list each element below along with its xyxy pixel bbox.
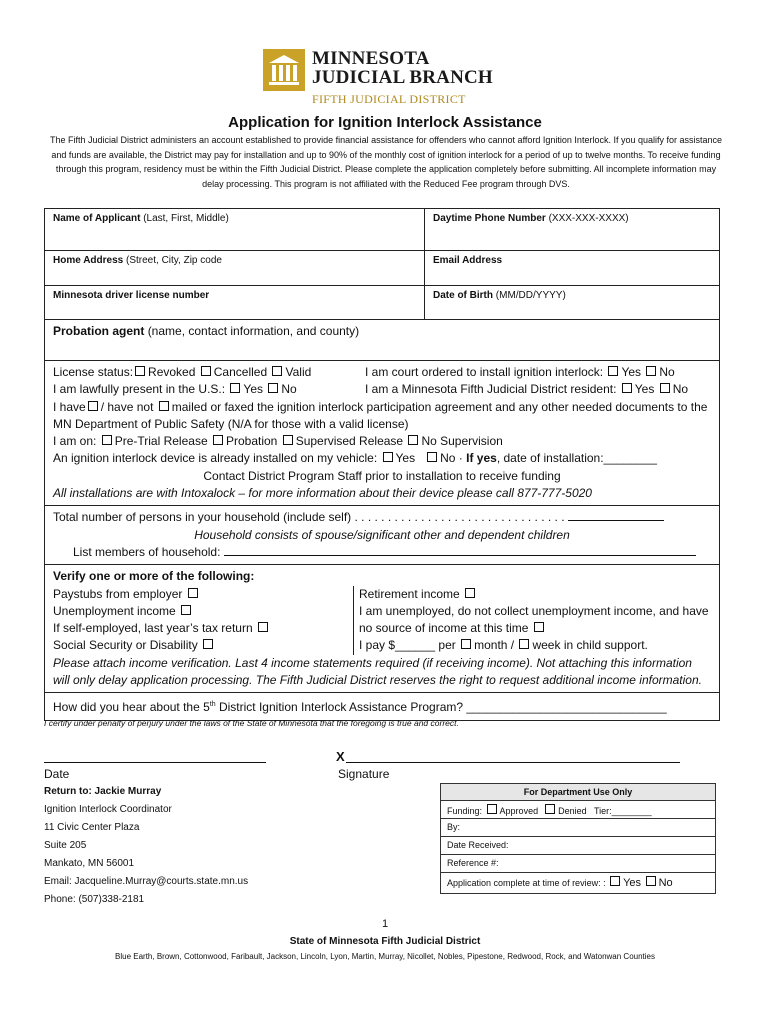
installed-yes-checkbox[interactable] bbox=[383, 452, 393, 462]
court-ordered-yes-checkbox[interactable] bbox=[608, 366, 618, 376]
paystubs-checkbox[interactable] bbox=[188, 588, 198, 598]
signature-label: Signature bbox=[338, 767, 390, 781]
revoked-checkbox[interactable] bbox=[135, 366, 145, 376]
probation-checkbox[interactable] bbox=[213, 435, 223, 445]
lawful-yes-checkbox[interactable] bbox=[230, 383, 240, 393]
approved-checkbox[interactable] bbox=[487, 804, 497, 814]
retirement-checkbox[interactable] bbox=[465, 588, 475, 598]
dept-date-received: Date Received: bbox=[441, 837, 715, 855]
court-ordered-no-checkbox[interactable] bbox=[646, 366, 656, 376]
pretrial-checkbox[interactable] bbox=[102, 435, 112, 445]
status-section: License status: Revoked Cancelled Valid I am court ordered to install ignition interlock: Yes No I am lawfully present in the U.S.: Yes No I am a Minnesota Fifth Judicial District resident: Yes No I have / have not mailed or faxed the ignition interlock participation agreement and any other needed documents to the MN Department of Public Safety (N/A for those with a valid license) I am on: Pre-Trial Release Probation Supervised Release No Supervision An ignition interlock device is already installed on my vehicle: Yes No · If yes, date of installation:________ Contact District Program Staff prior to installation to receive funding All installations are with Intoxalock – for more information about their device please call 877-777-5020 bbox=[45, 361, 719, 506]
hear-about-section[interactable]: How did you hear about the 5th District Ignition Interlock Assistance Program? ______________________________ bbox=[53, 700, 667, 715]
unemployment-checkbox[interactable] bbox=[181, 605, 191, 615]
denied-checkbox[interactable] bbox=[545, 804, 555, 814]
probation-agent-field[interactable]: Probation agent (name, contact information, and county) bbox=[53, 324, 360, 338]
dob-field[interactable]: Date of Birth (MM/DD/YYYY) bbox=[433, 290, 566, 301]
resident-no-checkbox[interactable] bbox=[660, 383, 670, 393]
home-address-field[interactable]: Home Address (Street, City, Zip code bbox=[45, 251, 425, 285]
have-checkbox[interactable] bbox=[88, 401, 98, 411]
certification-statement: I certify under penalty of perjury under the laws of the State of Minnesota that the foregoing is true and correct. bbox=[44, 718, 459, 728]
week-checkbox[interactable] bbox=[519, 639, 529, 649]
logo-name: MINNESOTA JUDICIAL BRANCH bbox=[312, 48, 493, 88]
household-members-input[interactable] bbox=[224, 545, 696, 556]
no-income-checkbox[interactable] bbox=[534, 622, 544, 632]
tax-return-checkbox[interactable] bbox=[258, 622, 268, 632]
department-use-box: For Department Use Only Funding: Approved Denied Tier:________ By: Date Received: Reference #: Application complete at time of review: : Yes No bbox=[440, 783, 716, 894]
signature-line[interactable] bbox=[346, 762, 680, 763]
phone-field[interactable]: Daytime Phone Number (XXX-XXX-XXXX) bbox=[433, 213, 629, 224]
dept-by: By: bbox=[441, 819, 715, 837]
resident-yes-checkbox[interactable] bbox=[622, 383, 632, 393]
signature-x: X bbox=[336, 749, 345, 764]
page-number: 1 bbox=[381, 918, 389, 930]
month-checkbox[interactable] bbox=[461, 639, 471, 649]
household-count-input[interactable] bbox=[568, 510, 664, 521]
household-section: Total number of persons in your household (include self) . . . . . . . . . . . . . . . . . . . . . . . . . . . . . . . . Household consists of spouse/significant other and dependent children List members of household: bbox=[45, 506, 719, 565]
footer-state: State of Minnesota Fifth Judicial District bbox=[289, 936, 481, 947]
court-logo bbox=[263, 49, 513, 109]
logo-subtitle: FIFTH JUDICIAL DISTRICT bbox=[312, 92, 466, 106]
page-title: Application for Ignition Interlock Assistance bbox=[228, 114, 542, 131]
income-section: Verify one or more of the following: Paystubs from employer Unemployment income If self-employed, last year’s tax return Social Security or Disability Retirement income I am unemployed, do not collect unemployment income, and have no source of income at this time I pay $______ per month / week in child support. Please attach income verification. Last 4 income statements required (if receiving income). Not attaching this information will only delay application processing. The Fifth Judicial District reserves the right to request additional income information. bbox=[45, 565, 719, 693]
return-address: Return to: Jackie Murray Ignition Interlock Coordinator 11 Civic Center Plaza Suite 205 Mankato, MN 56001 Email: Jacqueline.Murray@courts.state.mn.us Phone: (507)338-2181 bbox=[44, 786, 249, 905]
installed-no-checkbox[interactable] bbox=[427, 452, 437, 462]
date-line[interactable] bbox=[44, 762, 266, 763]
application-form bbox=[44, 208, 720, 721]
email-field[interactable]: Email Address bbox=[433, 255, 503, 266]
license-number-field[interactable]: Minnesota driver license number bbox=[45, 286, 425, 319]
contact-email[interactable]: Email: Jacqueline.Murray@courts.state.mn.us bbox=[44, 876, 249, 887]
date-label: Date bbox=[44, 767, 70, 781]
no-supervision-checkbox[interactable] bbox=[408, 435, 418, 445]
footer-counties: Blue Earth, Brown, Cottonwood, Faribault, Jackson, Lincoln, Lyon, Martin, Murray, Nicollet, Nobles, Pipestone, Redwood, Rock, and Watonwan Counties bbox=[115, 952, 655, 961]
supervised-checkbox[interactable] bbox=[283, 435, 293, 445]
courthouse-icon bbox=[263, 49, 305, 91]
lawful-no-checkbox[interactable] bbox=[268, 383, 278, 393]
social-security-checkbox[interactable] bbox=[203, 639, 213, 649]
complete-yes-checkbox[interactable] bbox=[610, 876, 620, 886]
have-not-checkbox[interactable] bbox=[159, 401, 169, 411]
cancelled-checkbox[interactable] bbox=[201, 366, 211, 376]
complete-no-checkbox[interactable] bbox=[646, 876, 656, 886]
intro-paragraph: The Fifth Judicial District administers an account established to provide financial assistance for offenders who cannot afford Ignition Interlock. If you qualify for assistance and funds are available, the District may pay for installation and up to 90% of the monthly cost of ignition interlock for a period of up to twelve months. To receive funding through this program, residency must be within the Fifth Judicial District. Please complete the application completely before submitting. All incomplete information may delay processing. This program is not affiliated with the Reduced Fee program through DVS. bbox=[49, 135, 723, 189]
applicant-name-field[interactable]: Name of Applicant (Last, First, Middle) bbox=[45, 209, 425, 250]
valid-checkbox[interactable] bbox=[272, 366, 282, 376]
dept-reference: Reference #: bbox=[441, 855, 715, 873]
